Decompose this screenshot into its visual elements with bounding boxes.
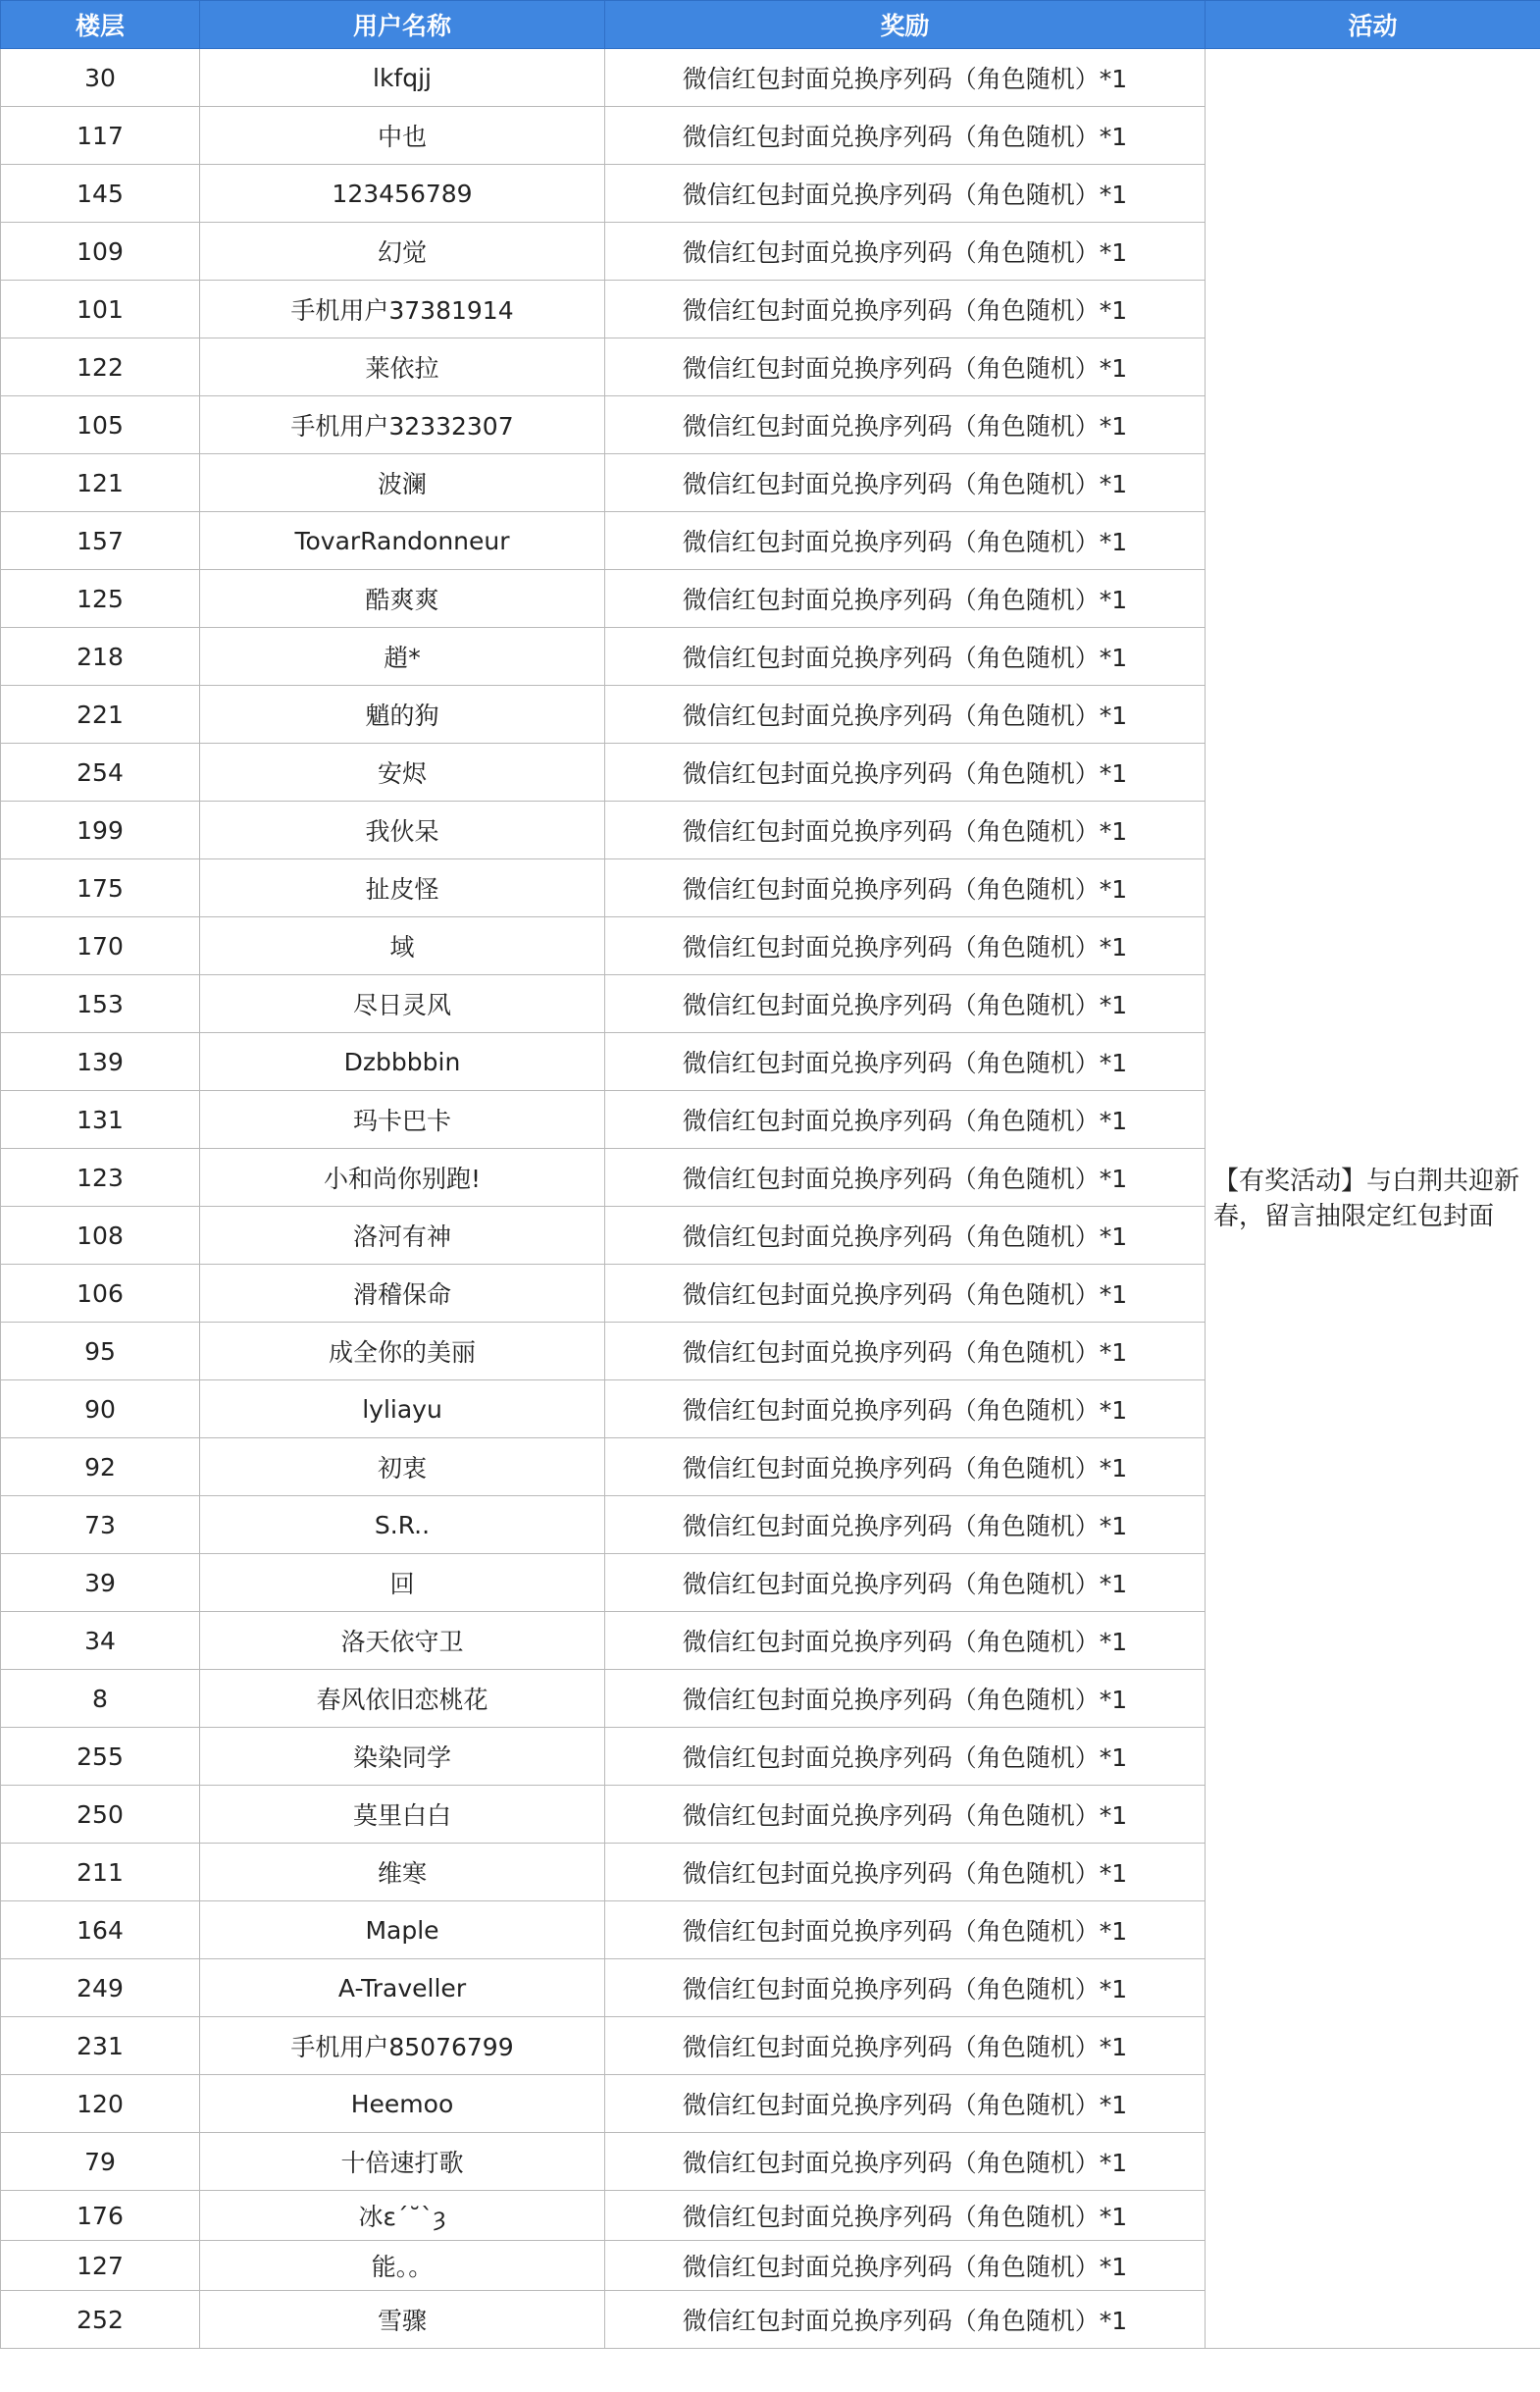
username-cell: 波澜: [200, 454, 605, 512]
reward-cell: 微信红包封面兑换序列码（角色随机）*1: [605, 512, 1206, 570]
reward-cell: 微信红包封面兑换序列码（角色随机）*1: [605, 2133, 1206, 2191]
floor-cell: 131: [1, 1091, 200, 1149]
reward-cell: 微信红包封面兑换序列码（角色随机）*1: [605, 1901, 1206, 1959]
username-cell: 手机用户85076799: [200, 2017, 605, 2075]
reward-cell: 微信红包封面兑换序列码（角色随机）*1: [605, 1496, 1206, 1554]
reward-cell: 微信红包封面兑换序列码（角色随机）*1: [605, 1033, 1206, 1091]
reward-cell: 微信红包封面兑换序列码（角色随机）*1: [605, 454, 1206, 512]
floor-cell: 176: [1, 2191, 200, 2241]
header-activity: 活动: [1206, 1, 1540, 49]
floor-cell: 255: [1, 1728, 200, 1786]
floor-cell: 199: [1, 802, 200, 859]
reward-cell: 微信红包封面兑换序列码（角色随机）*1: [605, 570, 1206, 628]
username-cell: 初衷: [200, 1438, 605, 1496]
reward-cell: 微信红包封面兑换序列码（角色随机）*1: [605, 2291, 1206, 2349]
reward-cell: 微信红包封面兑换序列码（角色随机）*1: [605, 1091, 1206, 1149]
floor-cell: 106: [1, 1265, 200, 1323]
reward-cell: 微信红包封面兑换序列码（角色随机）*1: [605, 686, 1206, 744]
username-cell: 手机用户37381914: [200, 281, 605, 338]
floor-cell: 249: [1, 1959, 200, 2017]
header-row: [1, 1, 1540, 49]
floor-cell: 231: [1, 2017, 200, 2075]
floor-cell: 34: [1, 1612, 200, 1670]
reward-cell: 微信红包封面兑换序列码（角色随机）*1: [605, 1612, 1206, 1670]
floor-cell: 73: [1, 1496, 200, 1554]
username-cell: 尽日灵风: [200, 975, 605, 1033]
reward-cell: 微信红包封面兑换序列码（角色随机）*1: [605, 859, 1206, 917]
username-cell: S.R..: [200, 1496, 605, 1554]
username-cell: Maple: [200, 1901, 605, 1959]
reward-cell: 微信红包封面兑换序列码（角色随机）*1: [605, 1670, 1206, 1728]
floor-cell: 127: [1, 2241, 200, 2291]
floor-cell: 120: [1, 2075, 200, 2133]
reward-cell: 微信红包封面兑换序列码（角色随机）*1: [605, 1265, 1206, 1323]
username-cell: 魈的狗: [200, 686, 605, 744]
username-cell: 染染同学: [200, 1728, 605, 1786]
activity-cell: 【有奖活动】与白荆共迎新春，留言抽限定红包封面: [1206, 49, 1540, 2349]
username-cell: 雪骤: [200, 2291, 605, 2349]
floor-cell: 108: [1, 1207, 200, 1265]
floor-cell: 90: [1, 1380, 200, 1438]
reward-cell: 微信红包封面兑换序列码（角色随机）*1: [605, 281, 1206, 338]
username-cell: A-Traveller: [200, 1959, 605, 2017]
floor-cell: 139: [1, 1033, 200, 1091]
username-cell: TovarRandonneur: [200, 512, 605, 570]
reward-cell: 微信红包封面兑换序列码（角色随机）*1: [605, 917, 1206, 975]
username-cell: lyliayu: [200, 1380, 605, 1438]
floor-cell: 79: [1, 2133, 200, 2191]
floor-cell: 8: [1, 1670, 200, 1728]
floor-cell: 117: [1, 107, 200, 165]
username-cell: 能。。: [200, 2241, 605, 2291]
username-cell: 春风依旧恋桃花: [200, 1670, 605, 1728]
reward-cell: 微信红包封面兑换序列码（角色随机）*1: [605, 396, 1206, 454]
reward-cell: 微信红包封面兑换序列码（角色随机）*1: [605, 1844, 1206, 1901]
reward-cell: 微信红包封面兑换序列码（角色随机）*1: [605, 1149, 1206, 1207]
username-cell: 手机用户32332307: [200, 396, 605, 454]
floor-cell: 123: [1, 1149, 200, 1207]
username-cell: 洛天依守卫: [200, 1612, 605, 1670]
reward-cell: 微信红包封面兑换序列码（角色随机）*1: [605, 2241, 1206, 2291]
username-cell: 小和尚你别跑!: [200, 1149, 605, 1207]
reward-cell: 微信红包封面兑换序列码（角色随机）*1: [605, 1323, 1206, 1380]
floor-cell: 101: [1, 281, 200, 338]
floor-cell: 157: [1, 512, 200, 570]
table-body: [1, 49, 1540, 2349]
reward-cell: 微信红包封面兑换序列码（角色随机）*1: [605, 1728, 1206, 1786]
username-cell: 酷爽爽: [200, 570, 605, 628]
floor-cell: 39: [1, 1554, 200, 1612]
floor-cell: 109: [1, 223, 200, 281]
username-cell: 洛河有神: [200, 1207, 605, 1265]
username-cell: 成全你的美丽: [200, 1323, 605, 1380]
table-row: [1, 49, 1540, 107]
floor-cell: 125: [1, 570, 200, 628]
username-cell: 滑稽保命: [200, 1265, 605, 1323]
username-cell: 123456789: [200, 165, 605, 223]
reward-cell: 微信红包封面兑换序列码（角色随机）*1: [605, 802, 1206, 859]
reward-cell: 微信红包封面兑换序列码（角色随机）*1: [605, 49, 1206, 107]
username-cell: 玛卡巴卡: [200, 1091, 605, 1149]
username-cell: 幻觉: [200, 223, 605, 281]
floor-cell: 92: [1, 1438, 200, 1496]
reward-cell: 微信红包封面兑换序列码（角色随机）*1: [605, 107, 1206, 165]
reward-cell: 微信红包封面兑换序列码（角色随机）*1: [605, 165, 1206, 223]
username-cell: lkfqjj: [200, 49, 605, 107]
username-cell: 莫里白白: [200, 1786, 605, 1844]
reward-cell: 微信红包封面兑换序列码（角色随机）*1: [605, 338, 1206, 396]
username-cell: 维寒: [200, 1844, 605, 1901]
floor-cell: 211: [1, 1844, 200, 1901]
floor-cell: 252: [1, 2291, 200, 2349]
floor-cell: 153: [1, 975, 200, 1033]
floor-cell: 164: [1, 1901, 200, 1959]
reward-cell: 微信红包封面兑换序列码（角色随机）*1: [605, 1438, 1206, 1496]
floor-cell: 122: [1, 338, 200, 396]
floor-cell: 145: [1, 165, 200, 223]
username-cell: Heemoo: [200, 2075, 605, 2133]
username-cell: 域: [200, 917, 605, 975]
username-cell: 回: [200, 1554, 605, 1612]
username-cell: Dzbbbbin: [200, 1033, 605, 1091]
floor-cell: 121: [1, 454, 200, 512]
reward-cell: 微信红包封面兑换序列码（角色随机）*1: [605, 744, 1206, 802]
username-cell: 冰ε´˘`ȝ: [200, 2191, 605, 2241]
username-cell: 我伙呆: [200, 802, 605, 859]
username-cell: 中也: [200, 107, 605, 165]
floor-cell: 254: [1, 744, 200, 802]
reward-cell: 微信红包封面兑换序列码（角色随机）*1: [605, 1786, 1206, 1844]
reward-cell: 微信红包封面兑换序列码（角色随机）*1: [605, 975, 1206, 1033]
header-reward: 奖励: [605, 1, 1206, 49]
floor-cell: 175: [1, 859, 200, 917]
reward-cell: 微信红包封面兑换序列码（角色随机）*1: [605, 2075, 1206, 2133]
username-cell: 十倍速打歌: [200, 2133, 605, 2191]
header-username: 用户名称: [200, 1, 605, 49]
floor-cell: 221: [1, 686, 200, 744]
username-cell: 莱依拉: [200, 338, 605, 396]
username-cell: 安烬: [200, 744, 605, 802]
floor-cell: 170: [1, 917, 200, 975]
floor-cell: 30: [1, 49, 200, 107]
floor-cell: 250: [1, 1786, 200, 1844]
reward-cell: 微信红包封面兑换序列码（角色随机）*1: [605, 2191, 1206, 2241]
username-cell: 扯皮怪: [200, 859, 605, 917]
username-cell: 趙*: [200, 628, 605, 686]
reward-cell: 微信红包封面兑换序列码（角色随机）*1: [605, 1554, 1206, 1612]
reward-cell: 微信红包封面兑换序列码（角色随机）*1: [605, 1207, 1206, 1265]
reward-cell: 微信红包封面兑换序列码（角色随机）*1: [605, 223, 1206, 281]
reward-cell: 微信红包封面兑换序列码（角色随机）*1: [605, 2017, 1206, 2075]
floor-cell: 95: [1, 1323, 200, 1380]
reward-cell: 微信红包封面兑换序列码（角色随机）*1: [605, 1959, 1206, 2017]
header-floor: 楼层: [1, 1, 200, 49]
floor-cell: 218: [1, 628, 200, 686]
floor-cell: 105: [1, 396, 200, 454]
reward-cell: 微信红包封面兑换序列码（角色随机）*1: [605, 1380, 1206, 1438]
reward-cell: 微信红包封面兑换序列码（角色随机）*1: [605, 628, 1206, 686]
